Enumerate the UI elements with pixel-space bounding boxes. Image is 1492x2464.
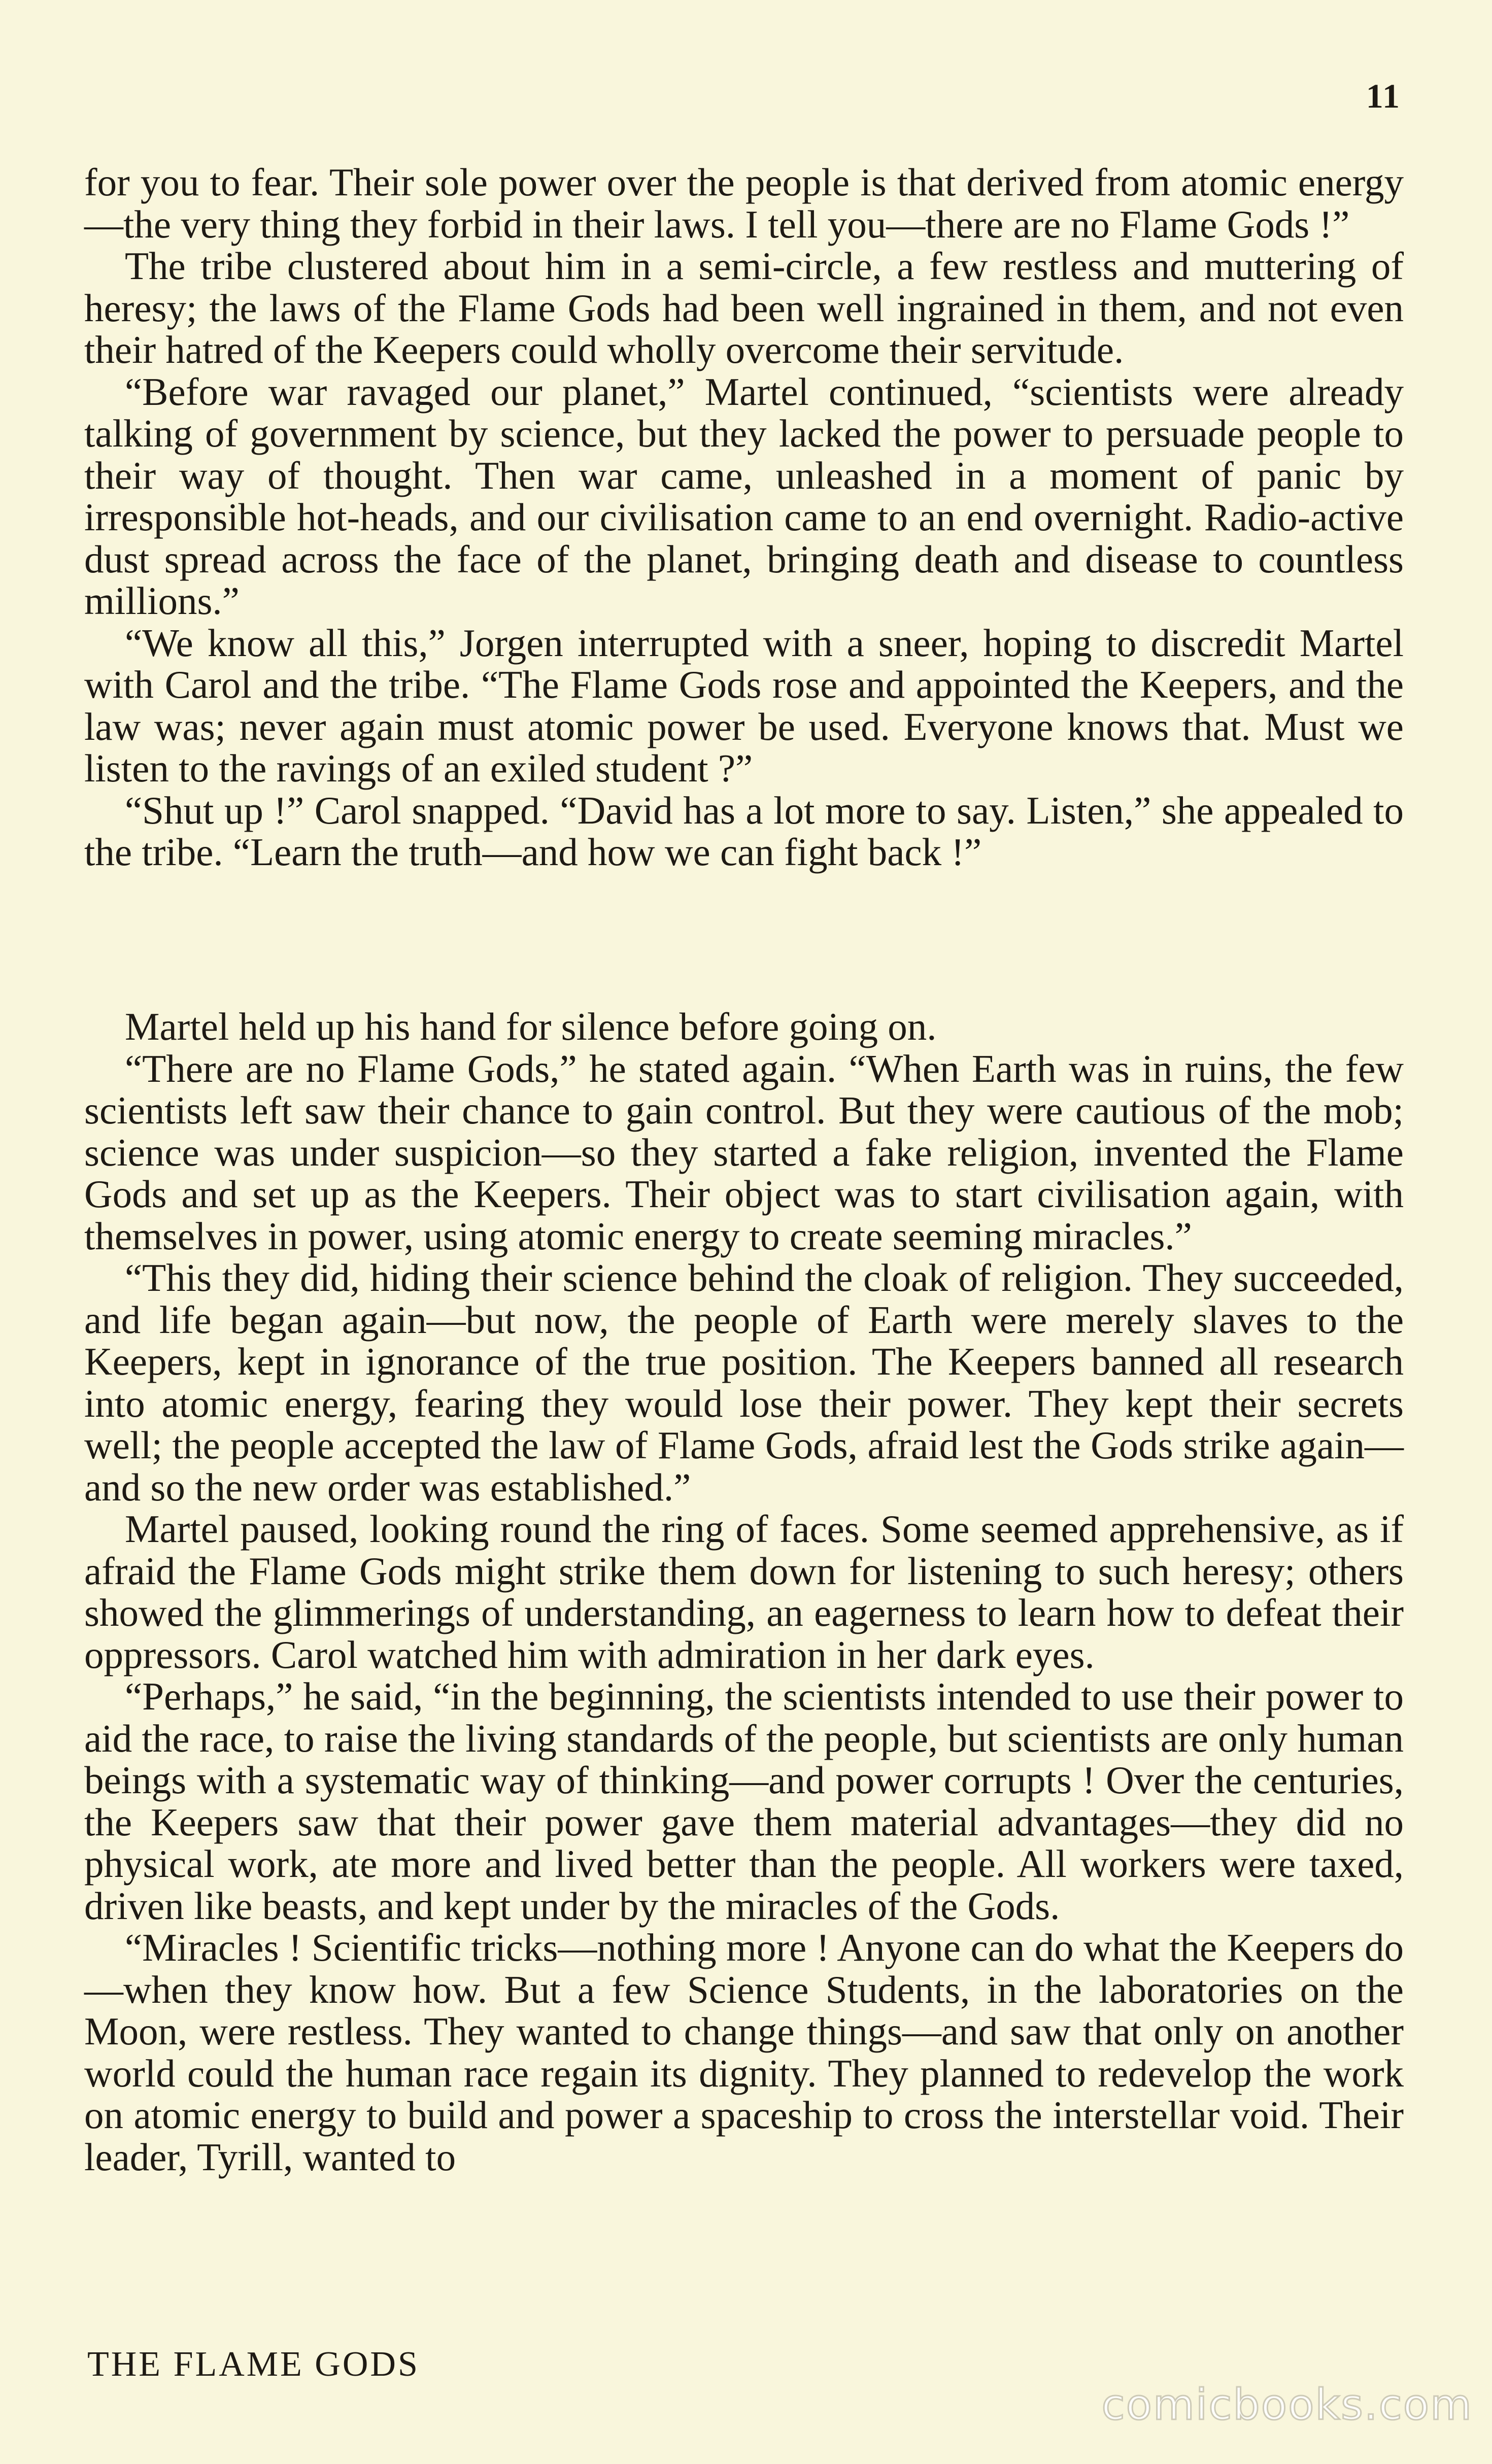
page-number: 11 (1366, 77, 1401, 115)
paragraph: “We know all this,” Jorgen interrupted with a sneer, hoping to discredit Martel with Carol and the tribe. “The Flame Gods rose and appointed the Keepers, and the law was; never again must atomic power be used. Everyone knows that. Must we listen to the ravings of an exiled student ?” (84, 621, 1404, 790)
paragraph: The tribe clustered about him in a semi-circle, a few restless and muttering of heresy; the laws of the Flame Gods had been well ingrained in them, and not even their hatred of the Keepers could wholly overcome their servitude. (84, 244, 1404, 371)
paragraph: “Perhaps,” he said, “in the beginning, the scientists intended to use their power to aid the race, to raise the living standards of the people, but scientists are only human beings with a systematic way of thinking—and power corrupts ! Over the centuries, the Keepers saw that their power gave them material advantages—they did no physical work, ate more and lived better than the people. All workers were taxed, driven like beasts, and kept under by the miracles of the Gods. (84, 1674, 1404, 1928)
watermark: comicbooks.com (1101, 2380, 1473, 2429)
paragraph: “There are no Flame Gods,” he stated again. “When Earth was in ruins, the few scientists left saw their chance to gain control. But they were cautious of the mob; science was under suspicion—so they started a fake religion, invented the Flame Gods and set up as the Keepers. Their object was to start civilisation again, with themselves in power, using atomic energy to create seeming miracles.” (84, 1046, 1404, 1258)
paragraph: “Before war ravaged our planet,” Martel continued, “scientists were already talking of government by science, but they lacked the power to persuade people to their way of thought. Then war came, unleashed in a moment of panic by irresponsible hot-heads, and our civilisation came to an end overnight. Radio-active dust spread across the face of the planet, bringing death and disease to countless millions.” (84, 369, 1404, 623)
paragraph: Martel held up his hand for silence before going on. (125, 1005, 937, 1048)
paragraph: “Miracles ! Scientific tricks—nothing more ! Anyone can do what the Keepers do—when they know how. But a few Science Students, in the laboratories on the Moon, were restless. They wanted to change things—and saw that only on another world could the human race regain its dignity. They planned to redevelop the work on atomic energy to build and power a spaceship to cross the interstellar void. Their leader, Tyrill, wanted to (84, 1926, 1404, 2179)
paragraph: for you to fear. Their sole power over the people is that derived from atomic energy—the very thing they forbid in their laws. I tell you—there are no Flame Gods !” (84, 160, 1404, 246)
paragraph: “This they did, hiding their science behind the cloak of religion. They succeeded, and life began again—but now, the people of Earth were merely slaves to the Keepers, kept in ignorance of the true position. The Keepers banned all research into atomic energy, fearing they would lose their power. They kept their secrets well; the people accepted the law of Flame Gods, afraid lest the Gods strike again—and so the new order was established.” (84, 1256, 1404, 1509)
text-section-2 (84, 1006, 1404, 2178)
book-title-footer: THE FLAME GODS (87, 2345, 420, 2384)
paragraph: Martel paused, looking round the ring of faces. Some seemed apprehensive, as if afraid the Flame Gods might strike them down for listening to such heresy; others showed the glimmerings of understanding, an eagerness to learn how to defeat their oppressors. Carol watched him with admiration in her dark eyes. (84, 1507, 1404, 1676)
text-section-1 (84, 161, 1404, 873)
paragraph: “Shut up !” Carol snapped. “David has a lot more to say. Listen,” she appealed to the tribe. “Learn the truth—and how we can fight back !” (84, 788, 1404, 874)
